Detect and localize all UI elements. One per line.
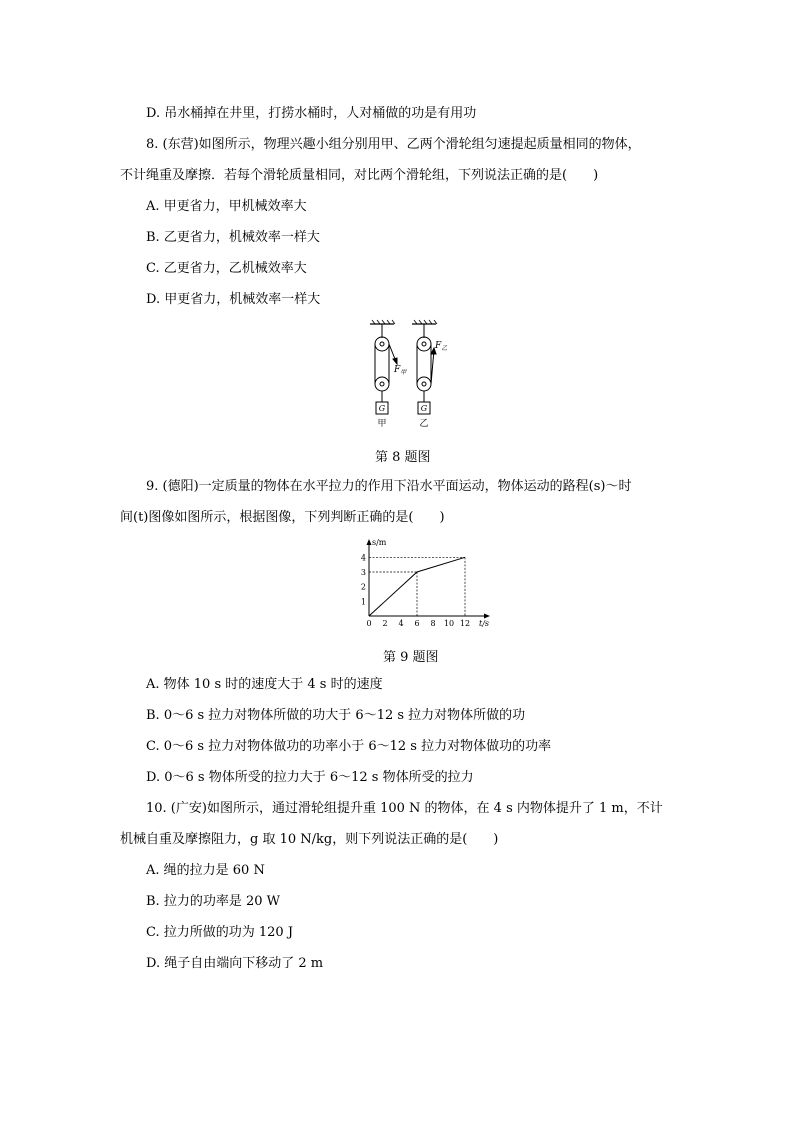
q8-figure-caption: 第 8 题图 — [375, 450, 431, 465]
q7-option-d: D. 吊水桶掉在井里，打捞水桶时，人对桶做的功是有用功 — [146, 106, 477, 121]
q10-option-b: B. 拉力的功率是 20 W — [146, 894, 280, 909]
y-tick-label: 2 — [360, 582, 366, 592]
left-force-label: $F_甲$ — [394, 365, 407, 376]
right-weight-label: G — [420, 404, 428, 413]
left-ceiling — [370, 320, 395, 324]
x-tick-label: 10 — [443, 619, 455, 628]
q9-stem-line1: 9. (德阳)一定质量的物体在水平拉力的作用下沿水平面运动，物体运动的路程(s)～时 — [146, 479, 632, 494]
q8-option-c: C. 乙更省力，乙机械效率大 — [146, 261, 307, 276]
q8-option-b: B. 乙更省力，机械效率一样大 — [146, 230, 320, 245]
q8-option-d: D. 甲更省力，机械效率一样大 — [146, 292, 321, 307]
x-tick-label: 12 — [459, 619, 471, 628]
y-tick-label: 4 — [360, 553, 366, 563]
q8-stem-line1: 8. (东营)如图所示，物理兴趣小组分别用甲、乙两个滑轮组匀速提起质量相同的物体， — [146, 137, 641, 152]
right-pulley-system — [417, 324, 436, 414]
right-ceiling — [412, 320, 437, 324]
q10-option-d: D. 绳子自由端向下移动了 2 m — [146, 956, 324, 971]
q8-option-a: A. 甲更省力，甲机械效率大 — [146, 199, 307, 214]
x-tick-label: 2 — [382, 619, 388, 628]
y-tick-label: 1 — [360, 597, 366, 607]
x-axis-label: t/s — [479, 619, 490, 628]
q10-stem-line2: 机械自重及摩擦阻力，g 取 10 N/kg，则下列说法正确的是( ) — [120, 832, 499, 847]
x-tick-label: 0 — [366, 619, 372, 628]
q9-stem-line2: 间(t)图像如图所示，根据图像，下列判断正确的是( ) — [120, 510, 445, 525]
q8-stem-line2: 不计绳重及摩擦．若每个滑轮质量相同，对比两个滑轮组，下列说法正确的是( ) — [120, 168, 599, 183]
q9-figure-caption: 第 9 题图 — [383, 650, 439, 665]
q10-stem-line1: 10. (广安)如图所示，通过滑轮组提升重 100 N 的物体，在 4 s 内物体提升了 1 m，不计 — [146, 801, 663, 816]
right-system-label: 乙 — [419, 419, 429, 429]
q9-option-a: A. 物体 10 s 时的速度大于 4 s 时的速度 — [146, 677, 383, 692]
x-axis-arrow — [484, 614, 490, 619]
y-axis-label: s/m — [372, 538, 387, 547]
x-tick-label: 6 — [414, 619, 420, 628]
s-t-chart — [355, 540, 495, 630]
x-tick-label: 4 — [398, 619, 404, 628]
y-tick-label: 3 — [360, 568, 366, 577]
left-weight-label: G — [378, 404, 386, 413]
q10-option-a: A. 绳的拉力是 60 N — [146, 863, 265, 878]
q10-option-c: C. 拉力所做的功为 120 J — [146, 925, 294, 940]
y-axis-arrow — [367, 539, 372, 545]
q9-option-d: D. 0～6 s 物体所受的拉力大于 6～12 s 物体所受的拉力 — [146, 770, 474, 785]
left-system-label: 甲 — [377, 419, 387, 429]
x-tick-label: 8 — [430, 619, 436, 628]
pulley-figure — [370, 320, 448, 430]
q9-option-b: B. 0～6 s 拉力对物体所做的功大于 6～12 s 拉力对物体所做的功 — [146, 708, 526, 723]
q9-option-c: C. 0～6 s 拉力对物体做功的功率小于 6～12 s 拉力对物体做功的功率 — [146, 739, 552, 754]
right-force-label: $F_乙$ — [435, 341, 448, 352]
